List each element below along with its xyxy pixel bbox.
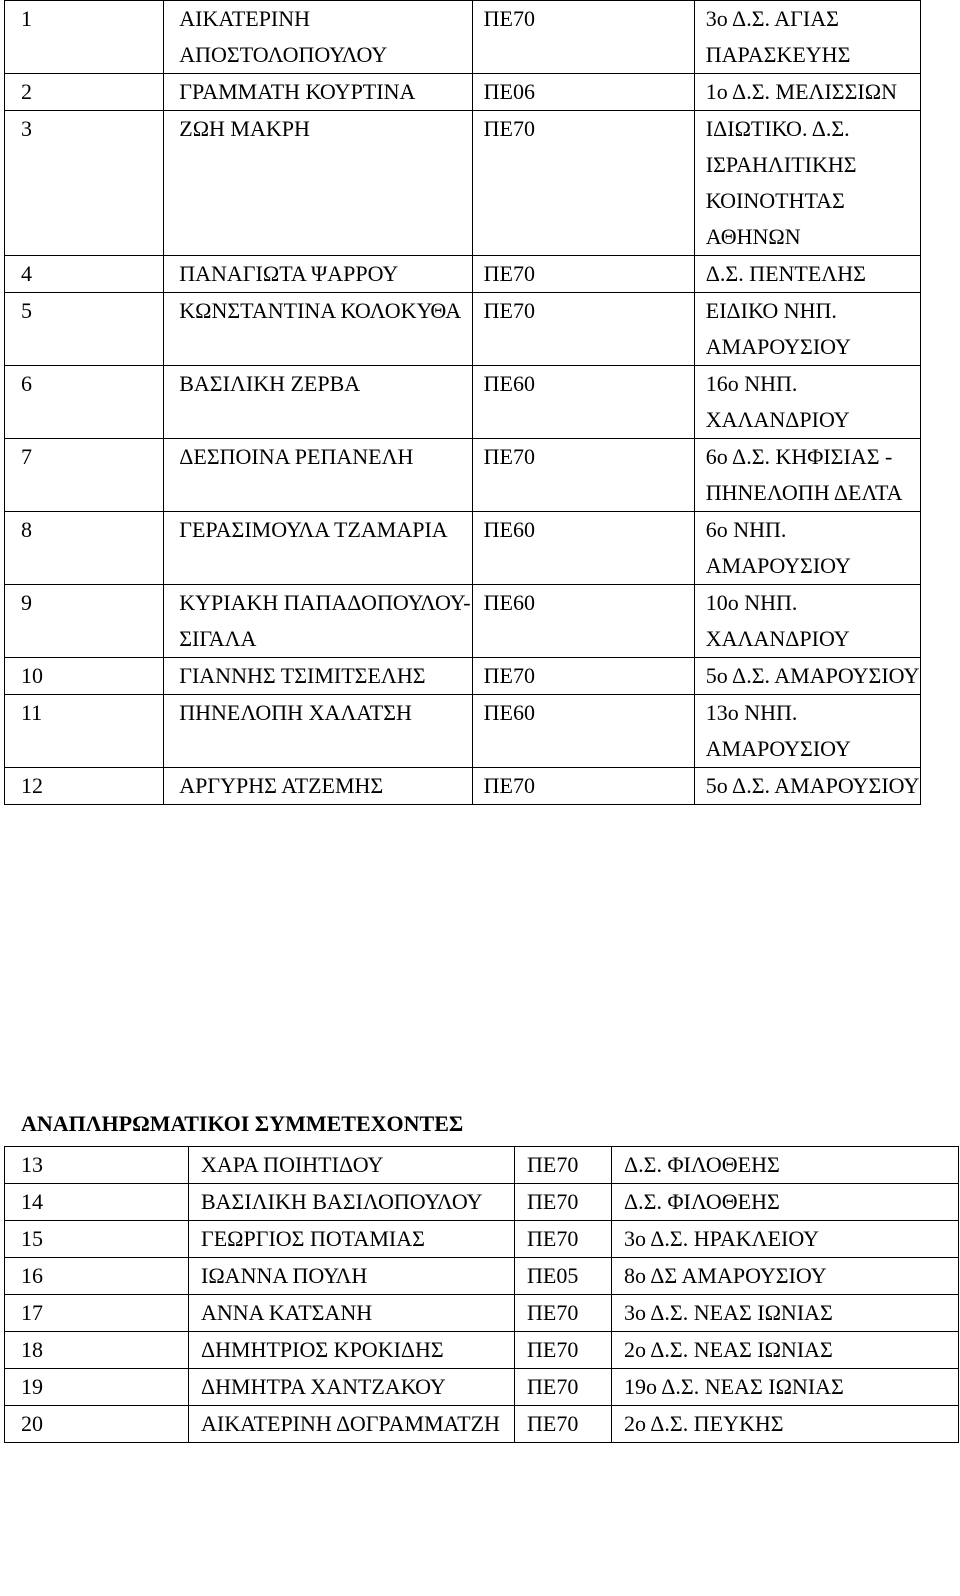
specialty-code: ΠΕ60 (472, 585, 694, 658)
table-row (5, 1258, 959, 1295)
school-name: 8ο ΔΣ ΑΜΑΡΟΥΣΙΟΥ (612, 1258, 959, 1295)
specialty-code: ΠΕ05 (515, 1258, 612, 1295)
specialty-code: ΠΕ70 (472, 256, 694, 293)
row-number: 3 (5, 111, 164, 256)
row-number: 8 (5, 512, 164, 585)
row-number: 4 (5, 256, 164, 293)
school-name: 10ο ΝΗΠ. ΧΑΛΑΝΔΡΙΟΥ (694, 585, 920, 658)
teacher-name: ΑΙΚΑΤΕΡΙΝΗ ΔΟΓΡΑΜΜΑΤΖΗ (189, 1406, 515, 1443)
teacher-name: ΓΕΡΑΣΙΜΟΥΛΑ ΤΖΑΜΑΡΙΑ (164, 512, 472, 585)
row-number: 2 (5, 74, 164, 111)
school-name: 5ο Δ.Σ. ΑΜΑΡΟΥΣΙΟΥ (694, 768, 920, 805)
table-row (5, 585, 921, 658)
teacher-name: ΓΡΑΜΜΑΤΗ ΚΟΥΡΤΙΝΑ (164, 74, 472, 111)
row-number: 12 (5, 768, 164, 805)
table-row (5, 74, 921, 111)
specialty-code: ΠΕ70 (472, 768, 694, 805)
table-row (5, 512, 921, 585)
participants-table (4, 0, 921, 805)
school-name: Δ.Σ. ΦΙΛΟΘΕΗΣ (612, 1184, 959, 1221)
table-row (5, 111, 921, 256)
school-name: ΙΔΙΩΤΙΚΟ. Δ.Σ. ΙΣΡΑΗΛΙΤΙΚΗΣ ΚΟΙΝΟΤΗΤΑΣ ΑΘΗΝΩΝ (694, 111, 920, 256)
table-row (5, 256, 921, 293)
row-number: 18 (5, 1332, 189, 1369)
school-name: 1ο Δ.Σ. ΜΕΛΙΣΣΙΩΝ (694, 74, 920, 111)
specialty-code: ΠΕ70 (472, 658, 694, 695)
specialty-code: ΠΕ70 (472, 111, 694, 256)
table-row (5, 439, 921, 512)
table-row (5, 293, 921, 366)
specialty-code: ΠΕ70 (515, 1369, 612, 1406)
table-row (5, 695, 921, 768)
table-row (5, 1332, 959, 1369)
school-name: 16ο ΝΗΠ. ΧΑΛΑΝΔΡΙΟΥ (694, 366, 920, 439)
teacher-name: ΒΑΣΙΛΙΚΗ ΖΕΡΒΑ (164, 366, 472, 439)
teacher-name: ΑΝΝΑ ΚΑΤΣΑΝΗ (189, 1295, 515, 1332)
teacher-name: ΠΑΝΑΓΙΩΤΑ ΨΑΡΡΟΥ (164, 256, 472, 293)
table-row (5, 658, 921, 695)
teacher-name: ΖΩΗ ΜΑΚΡΗ (164, 111, 472, 256)
specialty-code: ΠΕ70 (515, 1184, 612, 1221)
table-row (5, 1295, 959, 1332)
specialty-code: ΠΕ60 (472, 366, 694, 439)
table-row (5, 366, 921, 439)
row-number: 13 (5, 1147, 189, 1184)
substitutes-table (4, 1146, 959, 1443)
row-number: 10 (5, 658, 164, 695)
teacher-name: ΓΕΩΡΓΙΟΣ ΠΟΤΑΜΙΑΣ (189, 1221, 515, 1258)
school-name: ΕΙΔΙΚΟ ΝΗΠ. ΑΜΑΡΟΥΣΙΟΥ (694, 293, 920, 366)
teacher-name: ΔΗΜΗΤΡΙΟΣ ΚΡΟΚΙΔΗΣ (189, 1332, 515, 1369)
teacher-name: ΚΥΡΙΑΚΗ ΠΑΠΑΔΟΠΟΥΛΟΥ-ΣΙΓΑΛΑ (164, 585, 472, 658)
table-row (5, 1406, 959, 1443)
row-number: 6 (5, 366, 164, 439)
table-row (5, 768, 921, 805)
row-number: 1 (5, 1, 164, 74)
teacher-name: ΒΑΣΙΛΙΚΗ ΒΑΣΙΛΟΠΟΥΛΟΥ (189, 1184, 515, 1221)
row-number: 20 (5, 1406, 189, 1443)
school-name: 19ο Δ.Σ. ΝΕΑΣ ΙΩΝΙΑΣ (612, 1369, 959, 1406)
row-number: 19 (5, 1369, 189, 1406)
specialty-code: ΠΕ70 (515, 1406, 612, 1443)
teacher-name: ΓΙΑΝΝΗΣ ΤΣΙΜΙΤΣΕΛΗΣ (164, 658, 472, 695)
teacher-name: ΑΡΓΥΡΗΣ ΑΤΖΕΜΗΣ (164, 768, 472, 805)
teacher-name: ΙΩΑΝΝΑ ΠΟΥΛΗ (189, 1258, 515, 1295)
teacher-name: ΠΗΝΕΛΟΠΗ ΧΑΛΑΤΣΗ (164, 695, 472, 768)
specialty-code: ΠΕ06 (472, 74, 694, 111)
specialty-code: ΠΕ70 (472, 293, 694, 366)
specialty-code: ΠΕ70 (515, 1295, 612, 1332)
school-name: 3ο Δ.Σ. ΝΕΑΣ ΙΩΝΙΑΣ (612, 1295, 959, 1332)
teacher-name: ΔΗΜΗΤΡΑ ΧΑΝΤΖΑΚΟΥ (189, 1369, 515, 1406)
table-row (5, 1221, 959, 1258)
table-row (5, 1, 921, 74)
school-name: Δ.Σ. ΦΙΛΟΘΕΗΣ (612, 1147, 959, 1184)
row-number: 16 (5, 1258, 189, 1295)
school-name: 5ο Δ.Σ. ΑΜΑΡΟΥΣΙΟΥ (694, 658, 920, 695)
school-name: 13ο ΝΗΠ. ΑΜΑΡΟΥΣΙΟΥ (694, 695, 920, 768)
school-name: 2ο Δ.Σ. ΝΕΑΣ ΙΩΝΙΑΣ (612, 1332, 959, 1369)
row-number: 9 (5, 585, 164, 658)
specialty-code: ΠΕ70 (515, 1221, 612, 1258)
row-number: 15 (5, 1221, 189, 1258)
specialty-code: ΠΕ70 (515, 1147, 612, 1184)
specialty-code: ΠΕ70 (515, 1332, 612, 1369)
row-number: 5 (5, 293, 164, 366)
substitutes-heading: ΑΝΑΠΛΗΡΩΜΑΤΙΚΟΙ ΣΥΜΜΕΤΕΧΟΝΤΕΣ (21, 1111, 464, 1136)
school-name: 3ο Δ.Σ. ΗΡΑΚΛΕΙΟΥ (612, 1221, 959, 1258)
specialty-code: ΠΕ60 (472, 512, 694, 585)
school-name: 6ο ΝΗΠ. ΑΜΑΡΟΥΣΙΟΥ (694, 512, 920, 585)
teacher-name: ΔΕΣΠΟΙΝΑ ΡΕΠΑΝΕΛΗ (164, 439, 472, 512)
table-row (5, 1184, 959, 1221)
row-number: 7 (5, 439, 164, 512)
row-number: 14 (5, 1184, 189, 1221)
specialty-code: ΠΕ70 (472, 439, 694, 512)
teacher-name: ΚΩΝΣΤΑΝΤΙΝΑ ΚΟΛΟΚΥΘΑ (164, 293, 472, 366)
teacher-name: ΧΑΡΑ ΠΟΙΗΤΙΔΟΥ (189, 1147, 515, 1184)
table-row (5, 1369, 959, 1406)
school-name: 2ο Δ.Σ. ΠΕΥΚΗΣ (612, 1406, 959, 1443)
specialty-code: ΠΕ70 (472, 1, 694, 74)
row-number: 17 (5, 1295, 189, 1332)
school-name: 6ο Δ.Σ. ΚΗΦΙΣΙΑΣ - ΠΗΝΕΛΟΠΗ ΔΕΛΤΑ (694, 439, 920, 512)
table-row (5, 1147, 959, 1184)
school-name: 3ο Δ.Σ. ΑΓΙΑΣ ΠΑΡΑΣΚΕΥΗΣ (694, 1, 920, 74)
teacher-name: ΑΙΚΑΤΕΡΙΝΗ ΑΠΟΣΤΟΛΟΠΟΥΛΟΥ (164, 1, 472, 74)
row-number: 11 (5, 695, 164, 768)
specialty-code: ΠΕ60 (472, 695, 694, 768)
school-name: Δ.Σ. ΠΕΝΤΕΛΗΣ (694, 256, 920, 293)
